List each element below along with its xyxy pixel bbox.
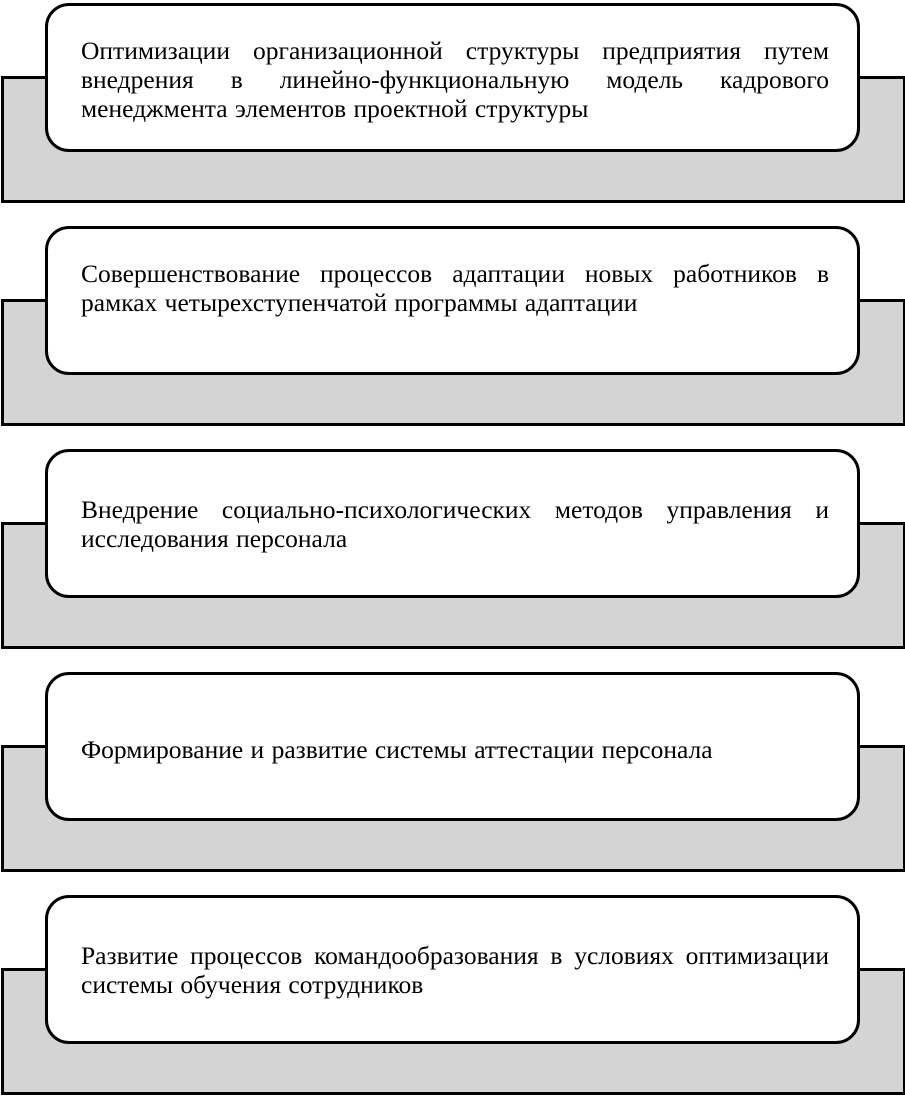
diagram-block-4: [0, 672, 905, 874]
block-text: Формирование и развитие системы аттестации персонала: [81, 735, 713, 764]
block-card: [45, 449, 860, 598]
block-text: Развитие процессов командообразования в условиях оптимизации системы обучения сотрудников: [81, 941, 829, 999]
diagram-block-5: [0, 895, 905, 1097]
diagram-block-1: [0, 3, 905, 205]
block-card: [45, 226, 860, 375]
block-text: Оптимизации организационной структуры предприятия путем внедрения в линейно-функциональную модель кадрового менеджмента элементов проектной структуры: [81, 36, 829, 123]
diagram-block-3: [0, 449, 905, 651]
diagram-block-2: [0, 226, 905, 428]
block-text: Внедрение социально-психологических методов управления и исследования персонала: [81, 495, 829, 553]
block-text: Совершенствование процессов адаптации новых работников в рамках четырехступенчатой программы адаптации: [81, 259, 829, 317]
block-card: [45, 3, 860, 152]
block-card: [45, 672, 860, 821]
block-card: [45, 895, 860, 1044]
